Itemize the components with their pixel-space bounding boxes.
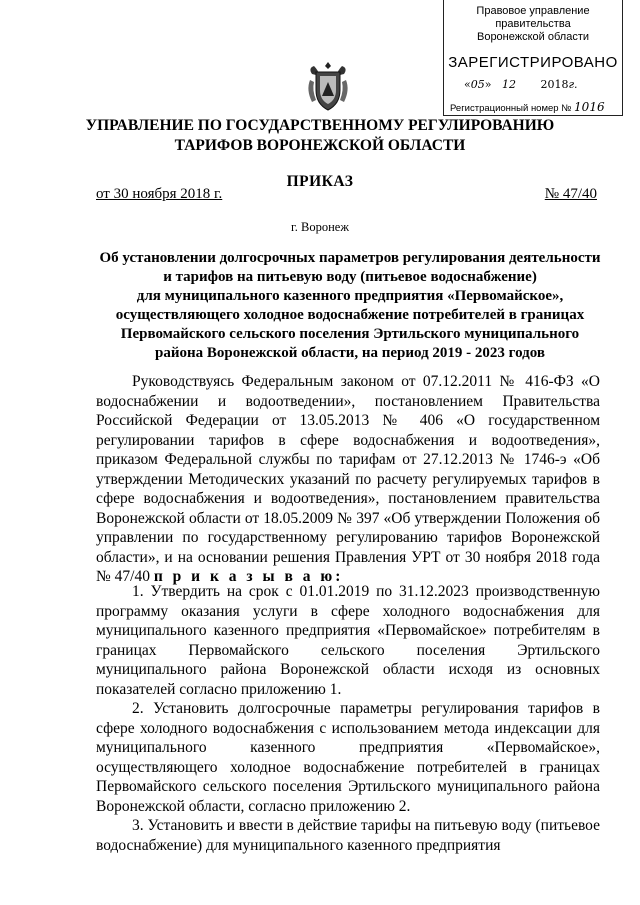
registration-stamp (443, 0, 623, 116)
list-item: 3. Установить и ввести в действие тарифы на питьевую воду (питьевое водоснабжение) для муниципального казенного предприятия (96, 817, 600, 854)
stamp-organization: Правовое управление правительства Воронежской области (476, 5, 590, 43)
order-date: от 30 ноября 2018 г. (96, 186, 223, 202)
stamp-registration-number: Регистрационный номер № 1016 (450, 100, 605, 114)
order-number: № 47/40 (544, 186, 597, 202)
order-items (96, 582, 600, 855)
orders-word: п р и к а з ы в а ю: (153, 568, 344, 585)
coat-of-arms-icon (306, 60, 350, 114)
stamp-registered-label: ЗАРЕГИСТРИРОВАНО (448, 54, 618, 71)
preamble: Руководствуясь Федеральным законом от 07.12.2011 № 416-ФЗ «О водоснабжении и водоотведении», постановлением Правительства Российской Федерации от 13.05.2013 № 406 «О государственном регулировании тарифов в сфере водоснабжения и водоотведения», приказом Федеральной службы по тарифам от 27.12.2013 № 1746-э «Об утверждении Методических указаний по расчету регулируемых тарифов в сфере водоснабжения и водоотведения», постановлением правительства Воронежской области от 18.05.2009 № 397 «Об утверждении Положения об управлении по государственному регулированию тарифов Воронежской области», и на основании решения Правления УРТ от 30 ноября 2018 года № 47/40 п р и к а з ы в а ю: (96, 373, 600, 585)
city: г. Воронеж (291, 220, 349, 234)
list-item: 1. Утвердить на срок с 01.01.2019 по 31.12.2023 производственную программу оказания услуги в сфере холодного водоснабжения для муниципального казенного предприятия «Первомайское» потребителям в границах Первомайского сельского поселения Эртильского муниципального района Воронежской области исходя из основных показателей согласно приложению 1. (96, 583, 600, 698)
stamp-date: «05» 12 2018г. (464, 78, 578, 91)
order-subject: Об установлении долгосрочных параметров регулирования деятельности и тарифов на питьевую воду (питьевое водоснабжение) для муниципального казенного предприятия «Первомайское», осуществляющего холодное водоснабжение потребителей в границах Первомайского сельского поселения Эртильского муниципального района Воронежской области, на период 2019 - 2023 годов (99, 250, 601, 361)
document-type: ПРИКАЗ (286, 173, 354, 190)
page-title: УПРАВЛЕНИЕ ПО ГОСУДАРСТВЕННОМУ РЕГУЛИРОВАНИЮ ТАРИФОВ ВОРОНЕЖСКОЙ ОБЛАСТИ (85, 117, 555, 154)
list-item: 2. Установить долгосрочные параметры регулирования тарифов в сфере холодного водоснабжения с использованием метода индексации для муниципального казенного предприятия «Первомайское», осуществляющего холодное водоснабжение потребителей в границах Первомайского сельского поселения Эртильского муниципального района Воронежской области, согласно приложению 2. (96, 700, 600, 815)
